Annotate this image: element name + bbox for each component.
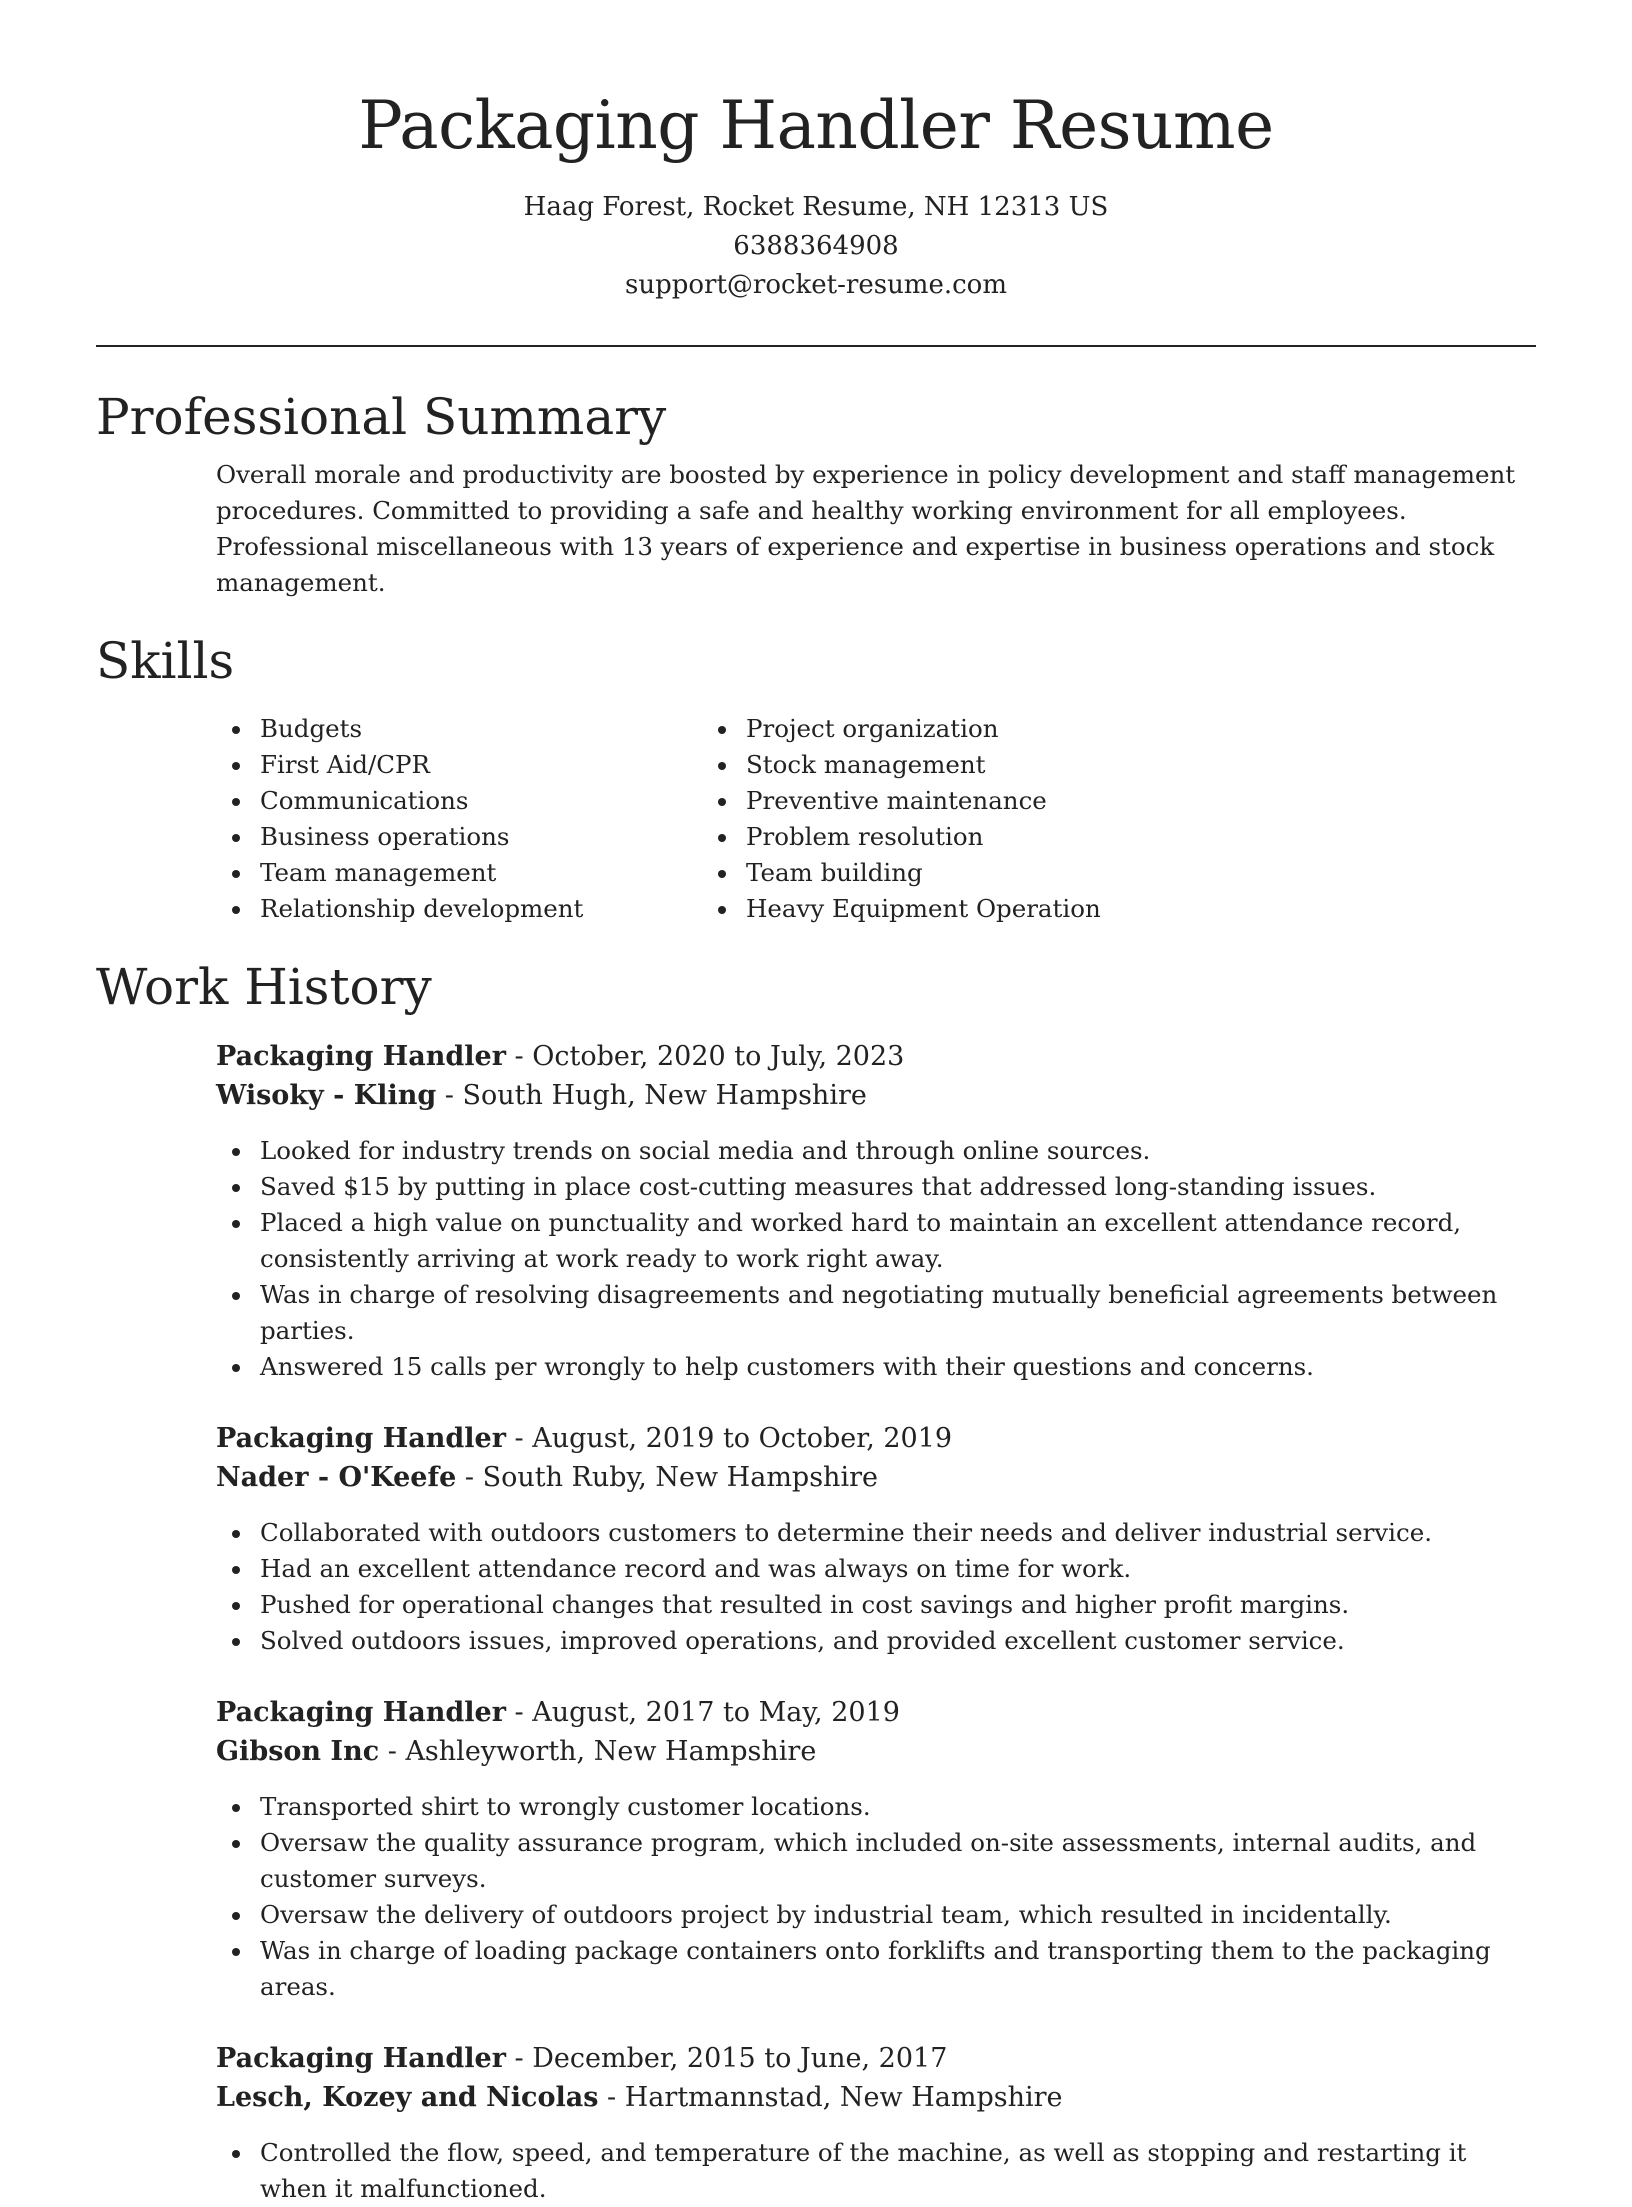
contact-email: support@rocket-resume.com [624,270,1007,300]
job-title-line [216,2039,1536,2078]
contact-block [96,188,1536,305]
job-dates: December, 2015 to June, 2017 [532,2043,948,2074]
separator: - [505,1423,533,1454]
job-location: South Hugh, New Hampshire [462,1080,867,1111]
separator: - [436,1080,463,1111]
skill-item: Team management [260,855,746,891]
responsibility-list [260,1515,1536,1659]
skill-item: Heavy Equipment Operation [746,891,1232,927]
job-company-line [216,2078,1536,2117]
job-company: Wisoky - Kling [216,1080,437,1111]
job-title-line [216,1037,1536,1076]
skill-item: Team building [746,855,1232,891]
skill-item: Business operations [260,819,746,855]
skill-item: Relationship development [260,891,746,927]
job-company-line [216,1732,1536,1771]
responsibility-item: Placed a high value on punctuality and worked hard to maintain an excellent attendance record, consistently arriving at work ready to work right away. [260,1205,1536,1277]
job-entry [216,1693,1536,2005]
responsibility-list [260,1789,1536,2005]
separator: - [505,1697,533,1728]
contact-phone: 6388364908 [733,231,899,261]
job-company: Nader - O'Keefe [216,1462,457,1493]
job-responsibilities [260,1515,1536,1659]
skills-heading: Skills [96,632,235,690]
job-role: Packaging Handler [216,1041,506,1072]
responsibility-item: Solved outdoors issues, improved operations, and provided excellent customer service. [260,1623,1536,1659]
separator: - [379,1736,406,1767]
responsibility-item: Collaborated with outdoors customers to determine their needs and deliver industrial service. [260,1515,1536,1551]
job-role: Packaging Handler [216,1423,506,1454]
responsibility-item: Oversaw the quality assurance program, which included on-site assessments, internal audits, and customer surveys. [260,1825,1536,1897]
skill-item: Communications [260,783,746,819]
responsibility-item: Saved $15 by putting in place cost-cutting measures that addressed long-standing issues. [260,1169,1536,1205]
skills-column-right [746,711,1232,927]
responsibility-item: Was in charge of resolving disagreements and negotiating mutually beneficial agreements between parties. [260,1277,1536,1349]
contact-address: Haag Forest, Rocket Resume, NH 12313 US [523,192,1109,222]
work-history-list [96,1037,1536,2207]
job-responsibilities [260,2135,1536,2207]
separator: - [505,2043,533,2074]
skill-item: Budgets [260,711,746,747]
job-entry [216,1037,1536,1385]
skill-item: Stock management [746,747,1232,783]
job-entry [216,1419,1536,1659]
responsibility-item: Answered 15 calls per wrongly to help customers with their questions and concerns. [260,1349,1536,1385]
job-responsibilities [260,1789,1536,2005]
job-company-line [216,1076,1536,1115]
summary-heading: Professional Summary [96,388,667,446]
skill-item: Preventive maintenance [746,783,1232,819]
separator: - [456,1462,483,1493]
job-dates: August, 2019 to October, 2019 [532,1423,953,1454]
responsibility-item: Was in charge of loading package containers onto forklifts and transporting them to the packaging areas. [260,1933,1536,2005]
separator: - [598,2082,625,2113]
job-role: Packaging Handler [216,1697,506,1728]
resume-page [96,0,1536,2207]
job-company-line [216,1458,1536,1497]
job-location: Hartmannstad, New Hampshire [624,2082,1063,2113]
responsibility-item: Looked for industry trends on social media and through online sources. [260,1133,1536,1169]
job-dates: August, 2017 to May, 2019 [532,1697,900,1728]
job-location: Ashleyworth, New Hampshire [405,1736,817,1767]
job-role: Packaging Handler [216,2043,506,2074]
skill-item: Problem resolution [746,819,1232,855]
responsibility-item: Had an excellent attendance record and was always on time for work. [260,1551,1536,1587]
job-title-line [216,1419,1536,1458]
responsibility-item: Pushed for operational changes that resulted in cost savings and higher profit margins. [260,1587,1536,1623]
responsibility-item: Controlled the flow, speed, and temperature of the machine, as well as stopping and restarting it when it malfunctioned. [260,2135,1536,2207]
summary-text: Overall morale and productivity are boosted by experience in policy development and staff management procedures. Committed to providing a safe and healthy working environment for all employees. Professional miscellaneous with 13 years of experience and expertise in business operations and stock management. [216,460,1516,597]
separator: - [505,1041,533,1072]
skill-item: Project organization [746,711,1232,747]
job-entry [216,2039,1536,2207]
job-location: South Ruby, New Hampshire [482,1462,878,1493]
responsibility-item: Oversaw the delivery of outdoors project by industrial team, which resulted in incidentally. [260,1897,1536,1933]
header-divider [96,345,1536,347]
job-company: Lesch, Kozey and Nicolas [216,2082,599,2113]
job-company: Gibson Inc [216,1736,380,1767]
job-responsibilities [260,1133,1536,1385]
job-title-line [216,1693,1536,1732]
job-dates: October, 2020 to July, 2023 [532,1041,905,1072]
responsibility-list [260,2135,1536,2207]
resume-title: Packaging Handler Resume [358,87,1274,164]
skills-column-left [96,711,746,927]
responsibility-list [260,1133,1536,1385]
skills-list [96,711,1536,927]
work-history-heading: Work History [96,958,432,1016]
responsibility-item: Transported shirt to wrongly customer locations. [260,1789,1536,1825]
skill-item: First Aid/CPR [260,747,746,783]
